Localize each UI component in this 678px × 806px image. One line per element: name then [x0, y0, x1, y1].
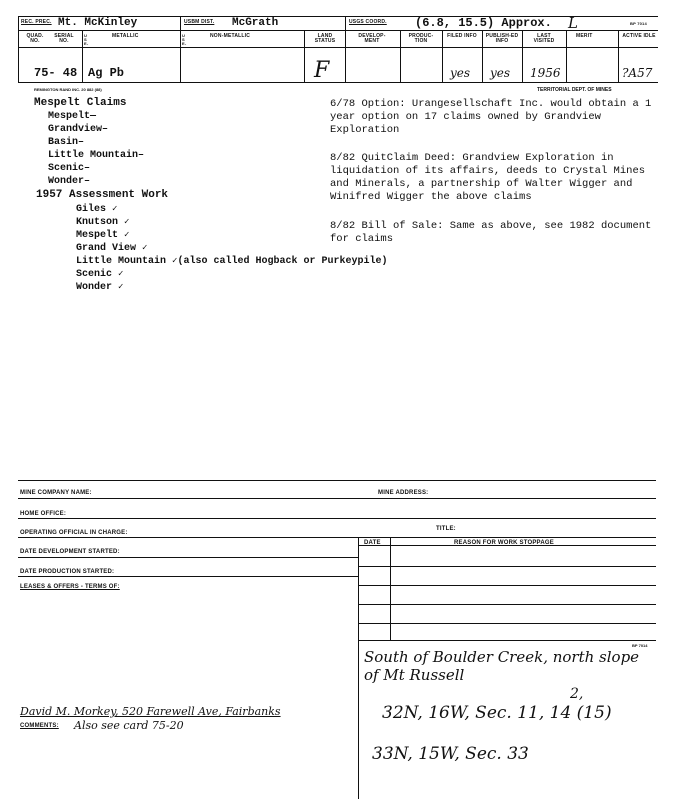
- claim-item: Basin–: [48, 137, 85, 148]
- land-status-value: F: [314, 58, 330, 83]
- published-info-value: yes: [490, 66, 511, 80]
- form-number: BP 7014: [630, 21, 647, 26]
- reason-label: REASON FOR WORK STOPPAGE: [454, 540, 554, 546]
- operating-official-line: [18, 537, 656, 538]
- person-name-address: David M. Morkey, 520 Farewell Ave, Fairbanks: [20, 705, 281, 718]
- metallic-value: Ag Pb: [88, 66, 125, 80]
- date-prod-label: DATE PRODUCTION STARTED:: [20, 569, 115, 575]
- date-dev-label: DATE DEVELOPMENT STARTED:: [20, 549, 120, 555]
- stoppage-row: [358, 566, 656, 567]
- divider: [482, 30, 483, 82]
- claim-item: Grandview–: [48, 124, 109, 135]
- comments-value: Also see card 75-20: [74, 719, 184, 732]
- date-prod-line: [18, 576, 358, 577]
- assessment-item: Wonder ✓: [76, 282, 124, 293]
- coord-mark: L: [568, 14, 578, 32]
- divider: [400, 30, 401, 82]
- usbm-dist-value: McGrath: [232, 17, 279, 29]
- claims-title: Mespelt Claims: [34, 97, 127, 109]
- header-row1-bottom: [18, 30, 658, 31]
- land-status-label: LAND STATUS: [314, 33, 336, 44]
- township-1-mark: 2,: [570, 686, 584, 702]
- production-label: PRODUC-TION: [408, 33, 434, 44]
- header-row2-bottom: [18, 47, 658, 48]
- leases-label: LEASES & OFFERS - TERMS OF:: [20, 584, 120, 590]
- assessment-list: [76, 203, 388, 294]
- left-border: [18, 16, 19, 82]
- usbm-dist-label: USBM DIST.: [184, 19, 215, 25]
- claims-list: [48, 110, 144, 188]
- divider: [82, 30, 83, 82]
- note-quitclaim-1982: 8/82 QuitClaim Deed: Grandview Exploration in liquidation of its affairs, deeds to Crystal Mines and Minerals, a partnership of Walter Wigger and Winifred Wigger the above claims: [330, 152, 646, 203]
- stoppage-row: [358, 585, 656, 586]
- development-label: DEVELOP-MENT: [358, 33, 386, 44]
- rec-prec-value: Mt. McKinley: [58, 17, 138, 29]
- home-office-label: HOME OFFICE:: [20, 511, 67, 517]
- assessment-item: Mespelt ✓: [76, 230, 130, 241]
- divider: [180, 16, 181, 82]
- metallic-label: METALLIC: [112, 33, 139, 39]
- divider: [442, 30, 443, 82]
- assessment-item: Little Mountain ✓(also called Hogback or Purkeypile): [76, 256, 388, 267]
- mine-address-label: MINE ADDRESS:: [378, 490, 429, 496]
- operating-official-label: OPERATING OFFICIAL IN CHARGE:: [20, 530, 128, 536]
- lower-top-border: [18, 480, 656, 481]
- location-note: South of Boulder Creek, north slope of Mt Russell: [364, 648, 640, 684]
- last-visited-label: LAST VISITED: [533, 33, 555, 44]
- right-box-left-border: [358, 537, 359, 799]
- divider: [618, 30, 619, 82]
- quad-no-label: QUAD. NO.: [26, 33, 44, 44]
- claim-item: Scenic–: [48, 163, 91, 174]
- stoppage-row: [358, 623, 656, 624]
- active-idle-value: ?A57: [622, 66, 653, 80]
- home-office-line: [18, 518, 656, 519]
- mine-company-label: MINE COMPANY NAME:: [20, 490, 92, 496]
- assessment-item: Knutson ✓: [76, 217, 130, 228]
- divider: [522, 30, 523, 82]
- usgs-vertical-letters-2: U S E-: [182, 33, 187, 46]
- claim-item: Wonder–: [48, 176, 91, 187]
- serial-no-label: SERIAL NO.: [54, 33, 74, 44]
- claim-item: Mespelt—: [48, 111, 97, 122]
- filed-info-value: yes: [450, 66, 471, 80]
- township-2: 33N, 15W, Sec. 33: [372, 744, 529, 764]
- dept-line: TERRITORIAL DEPT. OF MINES: [537, 87, 612, 93]
- last-visited-value: 1956: [530, 66, 561, 80]
- divider: [345, 16, 346, 82]
- date-column-divider: [390, 537, 391, 640]
- rec-prec-label: REC. PREC.: [21, 19, 52, 25]
- date-dev-line: [18, 557, 358, 558]
- form-number-2: BP 7014: [632, 643, 648, 648]
- stoppage-row: [358, 604, 656, 605]
- usgs-vertical-letters: U S E-: [84, 33, 89, 46]
- note-option-1978: 6/78 Option: Urangesellschaft Inc. would obtain a 1 year option on 17 claims owned by Grandview Exploration: [330, 98, 652, 136]
- header-row3-bottom: [18, 82, 658, 83]
- assessment-item: Scenic ✓: [76, 269, 124, 280]
- published-info-label: PUBLISH-ED INFO: [485, 33, 519, 44]
- usgs-coord-value: (6.8, 15.5) Approx.: [415, 16, 552, 30]
- usgs-coord-label: USGS COORD.: [349, 19, 387, 25]
- date-label: DATE: [364, 540, 381, 546]
- title-label: TITLE:: [436, 526, 456, 532]
- active-idle-label: ACTIVE IDLE: [622, 33, 656, 39]
- little-mountain-note: (also called Hogback or Purkeypile): [177, 256, 388, 267]
- divider: [304, 30, 305, 82]
- nonmetallic-label: NON-METALLIC: [210, 33, 251, 39]
- merit-label: MERIT: [576, 33, 593, 39]
- assessment-title: 1957 Assessment Work: [36, 189, 169, 201]
- quad-serial-value: 75- 48: [34, 66, 78, 80]
- claim-item: Little Mountain–: [48, 150, 145, 161]
- note-bill-of-sale-1982: 8/82 Bill of Sale: Same as above, see 1982 document for claims: [330, 220, 652, 245]
- township-1: 32N, 16W, Sec. 11, 14 (15): [382, 703, 612, 723]
- divider: [566, 30, 567, 82]
- filed-info-label: FILED INFO: [447, 33, 477, 39]
- stoppage-row: [358, 640, 656, 641]
- assessment-item: Grand View ✓: [76, 243, 148, 254]
- printer-line: REMINGTON RAND INC. 20 882 (88): [34, 87, 102, 92]
- mine-company-line: [18, 498, 656, 499]
- assessment-item: Giles ✓: [76, 204, 118, 215]
- comments-label: COMMENTS:: [20, 723, 59, 729]
